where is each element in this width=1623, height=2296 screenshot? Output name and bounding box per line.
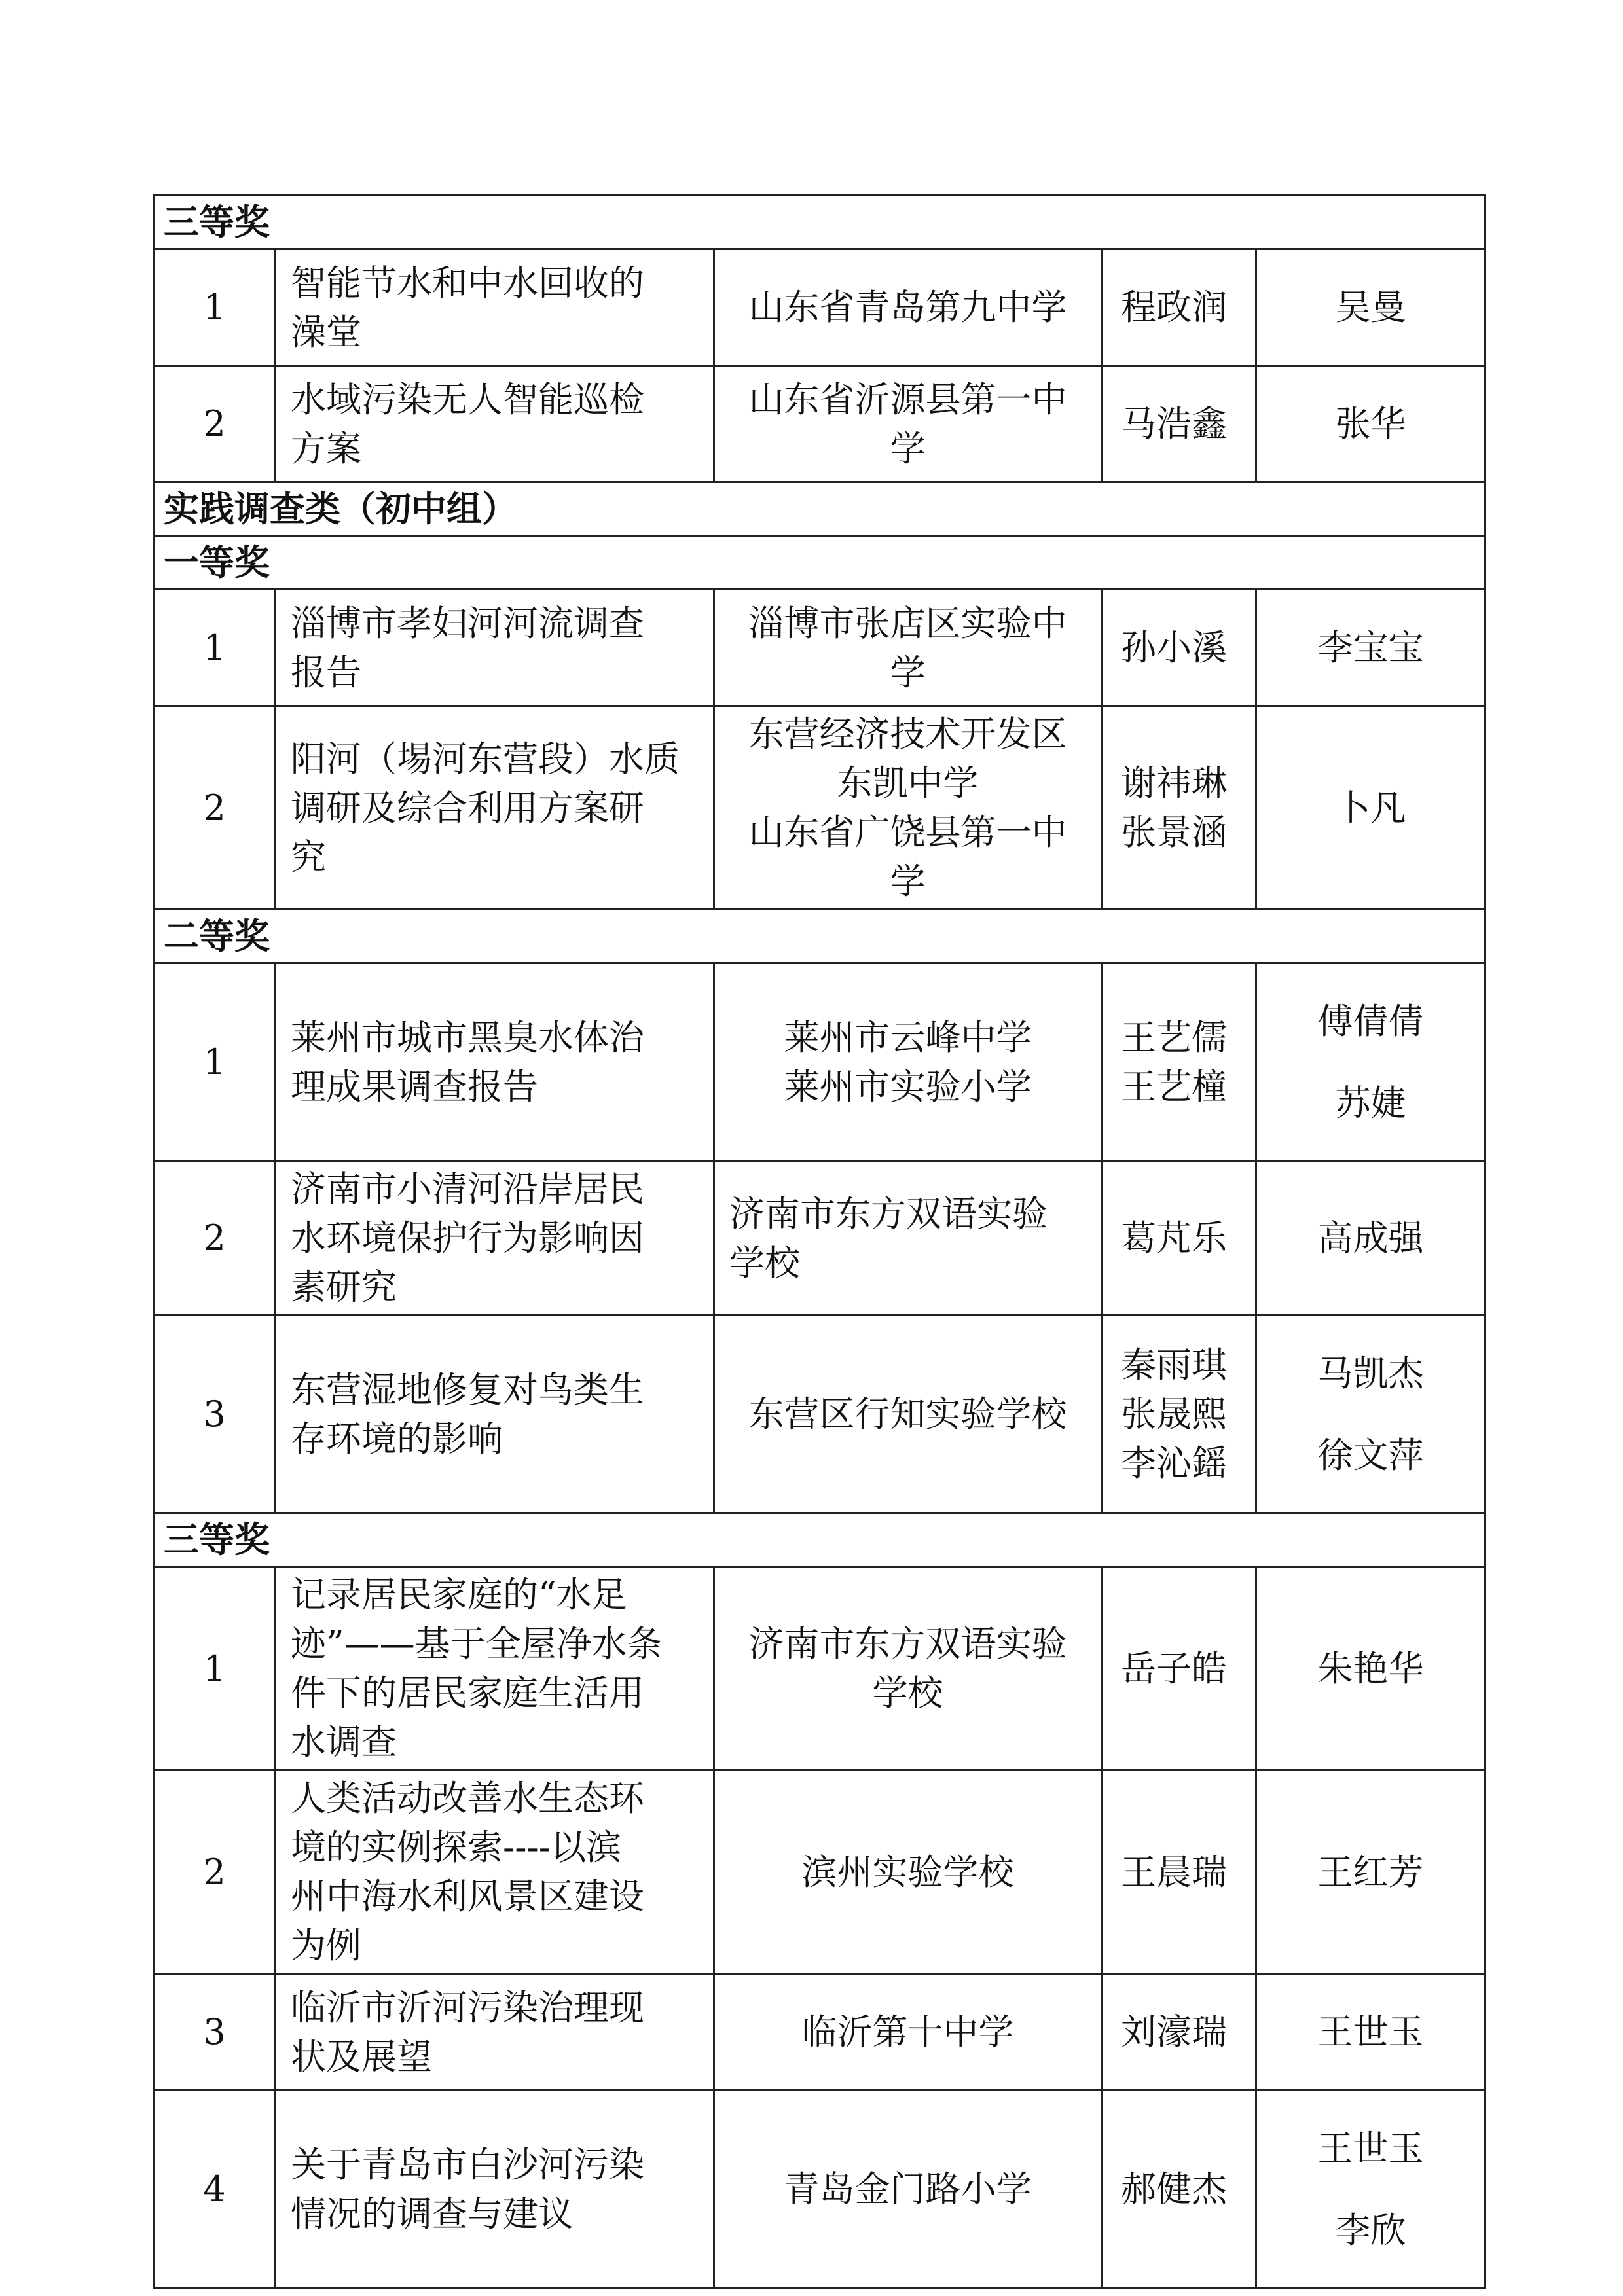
cell-line: 苏婕 [1335,1082,1406,1124]
section-heading-row [154,536,1486,590]
project-title [276,1974,714,2090]
cell-line: 报告 [291,651,361,693]
cell-line: 孙小溪 [1121,627,1227,668]
table-row [154,1316,1486,1513]
cell-line: 张景涵 [1121,812,1227,853]
cell-line: 岳子皓 [1121,1647,1227,1689]
project-title [276,706,714,910]
cell-line: 王晨瑞 [1121,1851,1227,1893]
entry-number: 1 [154,249,276,366]
cell-line: 阳河（埸河东营段）水质 [291,738,680,780]
cell-line: 山东省青岛第九中学 [748,287,1067,328]
teacher-names [1256,1567,1486,1770]
cell-line: 秦雨琪 [1121,1344,1227,1386]
cell-line: 傅倩倩 [1317,1000,1424,1042]
cell-line: 王世玉 [1317,2127,1424,2169]
cell-line: 滨州实验学校 [801,1851,1014,1893]
cell-line: 刘濠瑞 [1121,2011,1227,2053]
student-names [1102,1161,1256,1316]
teacher-names [1256,1770,1486,1974]
cell-line: 临沂市沂河污染治理现 [291,1986,644,2028]
teacher-names [1256,963,1486,1161]
section-heading-row [154,910,1486,963]
cell-line: 王艺儒 [1121,1016,1227,1058]
cell-line: 莱州市实验小学 [784,1066,1032,1107]
student-names [1102,249,1256,366]
cell-line: 学 [890,651,926,693]
student-names [1102,366,1256,482]
student-names [1102,963,1256,1161]
table-row [154,590,1486,706]
teacher-names [1256,1316,1486,1513]
project-title [276,2090,714,2288]
cell-line: 学 [890,427,926,469]
teacher-names [1256,706,1486,910]
project-title [276,1770,714,1974]
cell-line: 青岛金门路小学 [784,2168,1032,2210]
entry-number: 1 [154,1567,276,1770]
cell-line: 关于青岛市白沙河污染 [291,2144,644,2185]
teacher-names [1256,249,1486,366]
table-row [154,963,1486,1161]
school-name [714,1161,1102,1316]
entry-number: 3 [154,1974,276,2090]
cell-line: 水域污染无人智能巡检 [291,378,644,420]
cell-line: 王红芳 [1317,1851,1424,1893]
cell-line: 济南市东方双语实验 [729,1193,1048,1234]
school-name [714,1316,1102,1513]
cell-line: 水环境保护行为影响因 [291,1217,644,1259]
cell-line: 东营经济技术开发区 [748,713,1067,755]
cell-line: 淄博市孝妇河河流调查 [291,602,644,644]
cell-line: 李欣 [1335,2209,1406,2251]
table-row [154,1161,1486,1316]
cell-line: 吴曼 [1335,287,1406,328]
school-name [714,1770,1102,1974]
cell-line: 记录居民家庭的“水足 [291,1574,627,1615]
student-names [1102,706,1256,910]
school-name [714,1974,1102,2090]
cell-line: 为例 [291,1925,361,1966]
student-names [1102,590,1256,706]
cell-line: 迹”——基于全屋净水条 [291,1623,663,1664]
cell-line: 状及展望 [291,2036,432,2077]
school-name [714,706,1102,910]
student-names [1102,1974,1256,2090]
table-row [154,1567,1486,1770]
cell-line: 方案 [291,427,361,469]
project-title [276,366,714,482]
school-name [714,590,1102,706]
school-name [714,2090,1102,2288]
student-names [1102,1770,1256,1974]
cell-line: 莱州市云峰中学 [784,1016,1032,1058]
section-heading: 二等奖 [154,910,1486,963]
entry-number: 4 [154,2090,276,2288]
cell-line: 调研及综合利用方案研 [291,787,644,829]
awards-table-body [154,196,1486,2288]
student-names [1102,1316,1256,1513]
cell-line: 张晟熙 [1121,1393,1227,1435]
section-heading: 三等奖 [154,1513,1486,1567]
cell-line: 王世玉 [1317,2011,1424,2053]
cell-line: 理成果调查报告 [291,1066,538,1107]
cell-line: 临沂第十中学 [801,2011,1014,2053]
cell-line: 澡堂 [291,311,361,353]
cell-line: 谢祎琳 [1121,762,1227,804]
cell-line: 马浩鑫 [1121,403,1227,444]
project-title [276,249,714,366]
cell-line: 学校 [872,1672,943,1713]
awards-table [153,194,1486,2289]
cell-line: 王艺橦 [1121,1066,1227,1107]
cell-line: 境的实例探索----以滨 [291,1827,621,1868]
project-title [276,1567,714,1770]
cell-line: 存环境的影响 [291,1418,503,1460]
project-title [276,963,714,1161]
section-heading-row [154,196,1486,249]
cell-line: 程政润 [1121,287,1227,328]
cell-line: 智能节水和中水回收的 [291,262,644,304]
cell-line: 情况的调查与建议 [291,2193,574,2234]
school-name [714,366,1102,482]
cell-line: 究 [291,836,326,878]
entry-number: 1 [154,963,276,1161]
teacher-names [1256,2090,1486,2288]
school-name [714,1567,1102,1770]
cell-line: 卜凡 [1335,787,1406,829]
cell-line: 素研究 [291,1266,397,1308]
table-row [154,706,1486,910]
cell-line: 李沁鎐 [1121,1443,1227,1484]
cell-line: 朱艳华 [1317,1647,1424,1689]
table-row [154,366,1486,482]
section-heading-row [154,482,1486,536]
cell-line: 东营区行知实验学校 [748,1393,1067,1435]
entry-number: 1 [154,590,276,706]
cell-line: 李宝宝 [1317,627,1424,668]
cell-line: 人类活动改善水生态环 [291,1778,644,1819]
section-heading: 一等奖 [154,536,1486,590]
table-row [154,1770,1486,1974]
project-title [276,1161,714,1316]
cell-line: 莱州市城市黑臭水体治 [291,1016,644,1058]
cell-line: 葛芃乐 [1121,1217,1227,1259]
teacher-names [1256,590,1486,706]
entry-number: 3 [154,1316,276,1513]
teacher-names [1256,1974,1486,2090]
project-title [276,590,714,706]
school-name [714,963,1102,1161]
cell-line: 学校 [729,1242,800,1283]
table-row [154,1974,1486,2090]
cell-line: 州中海水利风景区建设 [291,1876,644,1917]
cell-line: 高成强 [1317,1217,1424,1259]
student-names [1102,1567,1256,1770]
cell-line: 济南市东方双语实验 [748,1623,1067,1664]
cell-line: 东凯中学 [837,762,979,804]
table-row [154,249,1486,366]
school-name [714,249,1102,366]
section-heading-row [154,1513,1486,1567]
cell-line: 东营湿地修复对鸟类生 [291,1369,644,1410]
cell-line: 徐文萍 [1317,1434,1424,1476]
cell-line: 山东省沂源县第一中 [748,378,1067,420]
cell-line: 水调查 [291,1721,397,1763]
section-heading: 实践调查类（初中组） [154,482,1486,536]
cell-line: 淄博市张店区实验中 [748,602,1067,644]
teacher-names [1256,1161,1486,1316]
cell-line: 济南市小清河沿岸居民 [291,1168,644,1210]
cell-line: 郝健杰 [1121,2168,1227,2210]
student-names [1102,2090,1256,2288]
table-row [154,2090,1486,2288]
entry-number: 2 [154,1161,276,1316]
entry-number: 2 [154,1770,276,1974]
cell-line: 马凯杰 [1317,1352,1424,1394]
project-title [276,1316,714,1513]
entry-number: 2 [154,706,276,910]
section-heading: 三等奖 [154,196,1486,249]
teacher-names [1256,366,1486,482]
cell-line: 张华 [1335,403,1406,444]
cell-line: 学 [890,861,926,902]
cell-line: 件下的居民家庭生活用 [291,1672,644,1713]
entry-number: 2 [154,366,276,482]
cell-line: 山东省广饶县第一中 [748,812,1067,853]
